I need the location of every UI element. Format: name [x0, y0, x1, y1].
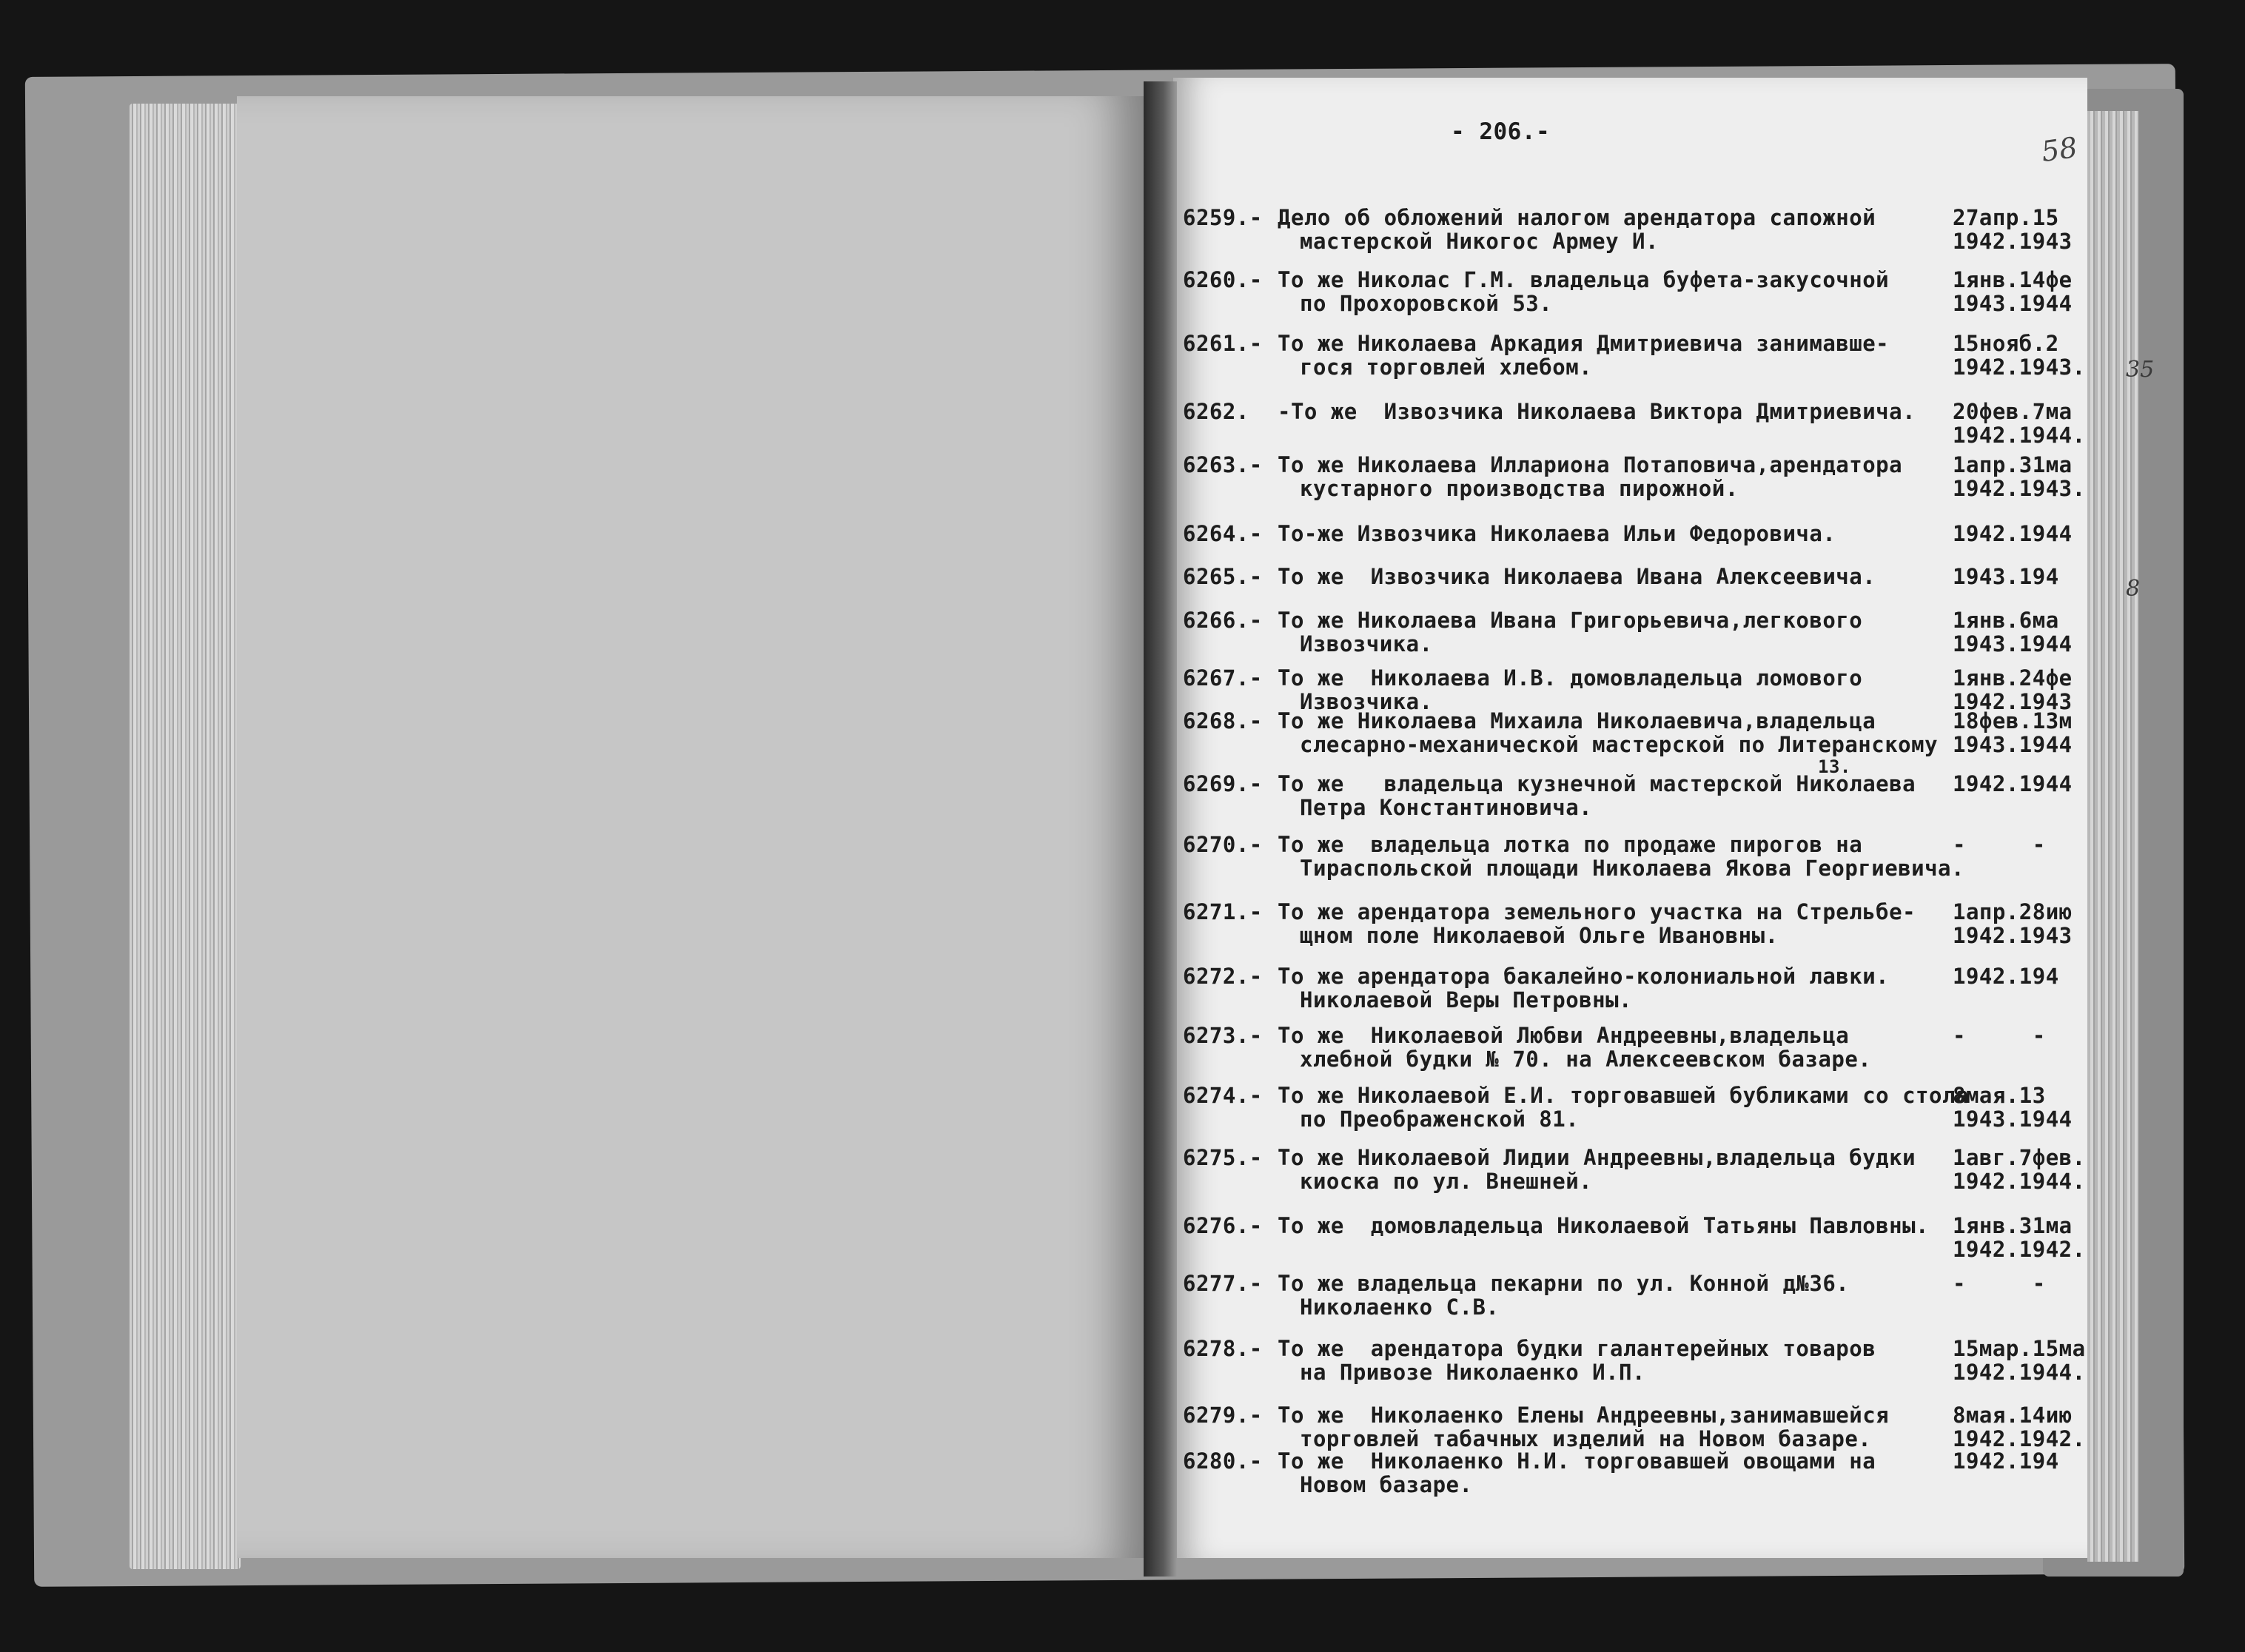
entry-description-line: хлебной будки № 70. на Алексеевском базаре.: [1300, 1047, 1872, 1072]
book-gutter: [1144, 81, 1177, 1577]
entry-number: 6263.-: [1183, 452, 1263, 477]
entry-date-line: - -: [1953, 1272, 2046, 1295]
entry-description-line: То же Николаевой Лидии Андреевны,владельца будки: [1278, 1145, 1916, 1170]
entry-date-line: 1942.1944: [1953, 772, 2073, 796]
entry-date-line: 1943.194: [1953, 565, 2059, 588]
margin-mark-1: 35: [2126, 357, 2155, 383]
entry-dates: [1953, 1337, 2093, 1384]
entry-description: [1278, 666, 1862, 713]
entry-description: [1278, 1214, 1929, 1238]
entry-description: [1278, 1403, 1889, 1451]
entry-description-line: -То же Извозчика Николаева Виктора Дмитриевича.: [1278, 399, 1916, 424]
entry-description-line: То же Николаева Иллариона Потаповича,арендатора: [1278, 452, 1903, 477]
entry-description: [1278, 709, 1938, 756]
entry-dates: [1953, 772, 2093, 796]
entry-description-line: Извозчика.: [1300, 689, 1433, 714]
entry-description-line: кустарного производства пирожной.: [1300, 476, 1739, 501]
entry-dates: [1953, 268, 2093, 315]
entry-number: 6268.-: [1183, 708, 1263, 733]
entry-description-line: Извозчика.: [1300, 631, 1433, 657]
entry-description-line: гося торговлей хлебом.: [1300, 355, 1593, 380]
entry-date-line: 8мая.14ию: [1953, 1403, 2073, 1428]
entry-description-line: То же Извозчика Николаева Ивана Алексеевича.: [1278, 564, 1876, 589]
entry-description: [1278, 1024, 1871, 1071]
entry-date-line: - -: [1953, 833, 2046, 856]
entry-number: 6273.-: [1183, 1023, 1263, 1048]
entry-description: [1278, 1146, 1916, 1193]
entry-date-line: 1942.1944.: [1953, 1360, 2086, 1384]
entry-date-line: 1янв.24фе: [1953, 666, 2073, 691]
entry-description-line: Николаевой Веры Петровны.: [1300, 987, 1632, 1013]
entry-description-line: То же Николаевой Любви Андреевны,владельца: [1278, 1023, 1850, 1048]
entry-number: 6277.-: [1183, 1271, 1263, 1296]
entry-date-line: 1942.1944.: [1953, 423, 2086, 447]
entry-dates: [1953, 1449, 2093, 1473]
entry-date-line: 1авг.7фев.: [1953, 1146, 2086, 1170]
entry-description-line: на Привозе Николаенко И.П.: [1300, 1360, 1645, 1385]
entry-date-line: 1янв.6ма: [1953, 608, 2059, 633]
entry-number: 6274.-: [1183, 1083, 1263, 1108]
entry-dates: [1953, 1272, 2093, 1295]
entry-description-line: Тираспольской площади Николаева Якова Георгиевича.: [1300, 856, 1964, 881]
entry-dates: [1953, 1084, 2093, 1131]
entry-subnote: 13.: [1818, 756, 1851, 777]
entry-description: [1278, 1337, 1876, 1384]
entry-number: 6265.-: [1183, 564, 1263, 589]
entry-description-line: То же владельца пекарни по ул. Конной д№36.: [1278, 1271, 1850, 1296]
entry-description: [1278, 400, 1916, 423]
entry-description: [1278, 268, 1889, 315]
entry-number: 6276.-: [1183, 1213, 1263, 1238]
entry-description-line: щном поле Николаевой Ольге Ивановны.: [1300, 923, 1779, 948]
page-number: - 206.-: [1451, 118, 1551, 145]
entry-date-line: 1942.194: [1953, 1449, 2059, 1473]
entry-dates: [1953, 522, 2093, 545]
entry-dates: [1953, 666, 2093, 713]
entry-description: [1278, 206, 1876, 253]
entry-description-line: То же владельца лотка по продаже пирогов на: [1278, 832, 1863, 857]
entry-description: [1278, 900, 1916, 947]
entry-description-line: То же Николаева Аркадия Дмитриевича занимавше-: [1278, 331, 1890, 356]
entry-description-line: Дело об обложений налогом арендатора сапожной: [1278, 205, 1876, 230]
entry-date-line: 1942.1944.: [1953, 1169, 2086, 1193]
entry-description-line: по Преображенской 81.: [1300, 1107, 1580, 1132]
entry-dates: [1953, 608, 2093, 656]
entry-date-line: 1янв.31ма: [1953, 1214, 2073, 1238]
entry-description: [1278, 772, 1916, 819]
entry-number: 6259.-: [1183, 205, 1263, 230]
entry-description-line: То же Николаенко Н.И. торговавшей овощами на: [1278, 1448, 1876, 1474]
entry-number: 6261.-: [1183, 331, 1263, 356]
entry-description-line: То же арендатора земельного участка на Стрельбе-: [1278, 899, 1916, 924]
entry-description: [1278, 565, 1876, 588]
entry-number: 6267.-: [1183, 665, 1263, 691]
entry-description-line: То же домовладельца Николаевой Татьяны Павловны.: [1278, 1213, 1930, 1238]
entry-number: 6269.-: [1183, 771, 1263, 796]
entry-description-line: То же Николаева Михаила Николаевича,владельца: [1278, 708, 1876, 733]
entry-description: [1278, 453, 1902, 500]
entry-dates: [1953, 332, 2093, 379]
entry-description-line: То же Николаевой Е.И. торговавшей бубликами со стола: [1278, 1083, 1969, 1108]
entry-number: 6260.-: [1183, 267, 1263, 292]
entry-description-line: мастерской Никогос Армеу И.: [1300, 229, 1659, 254]
entry-number: 6280.-: [1183, 1448, 1263, 1474]
entry-description-line: То же арендатора будки галантерейных товаров: [1278, 1336, 1876, 1361]
entry-dates: [1953, 1146, 2093, 1193]
entry-date-line: 1943.1944: [1953, 631, 2073, 656]
entry-number: 6270.-: [1183, 832, 1263, 857]
entry-date-line: 1апр.28ию: [1953, 900, 2073, 924]
entry-number: 6272.-: [1183, 964, 1263, 989]
entry-date-line: 1943.1944: [1953, 1107, 2073, 1131]
entry-description-line: То же владельца кузнечной мастерской Николаева: [1278, 771, 1916, 796]
entry-date-line: 1942.1943: [1953, 229, 2073, 253]
entry-date-line: 1942.1943: [1953, 689, 2073, 713]
entry-description-line: Петра Константиновича.: [1300, 795, 1593, 820]
entry-dates: [1953, 206, 2093, 253]
entry-number: 6279.-: [1183, 1403, 1263, 1428]
entry-dates: [1953, 709, 2093, 756]
entry-description-line: То же Николаева И.В. домовладельца ломового: [1278, 665, 1863, 691]
entry-dates: [1953, 833, 2093, 856]
entry-description: [1278, 608, 1862, 656]
entry-number: 6275.-: [1183, 1145, 1263, 1170]
entry-dates: [1953, 964, 2093, 988]
entry-date-line: 18фев.13м: [1953, 709, 2073, 733]
entry-date-line: 1942.1944: [1953, 522, 2073, 545]
entry-date-line: - -: [1953, 1024, 2046, 1047]
entry-number: 6264.-: [1183, 521, 1263, 546]
entry-dates: [1953, 900, 2093, 947]
entry-dates: [1953, 1024, 2093, 1047]
entry-date-line: 1янв.14фе: [1953, 268, 2073, 292]
entry-description-line: То же Николаева Ивана Григорьевича,легкового: [1278, 608, 1863, 633]
entry-description: [1278, 332, 1889, 379]
entry-dates: [1953, 1214, 2093, 1261]
entry-description-line: То-же Извозчика Николаева Ильи Федоровича.: [1278, 521, 1836, 546]
entry-number: 6271.-: [1183, 899, 1263, 924]
margin-mark-2: 8: [2126, 576, 2141, 602]
entry-description-line: То же арендатора бакалейно-колониальной лавки.: [1278, 964, 1890, 989]
entry-number: 6262.: [1183, 399, 1249, 424]
entry-number: 6278.-: [1183, 1336, 1263, 1361]
entry-date-line: 27апр.15: [1953, 206, 2059, 230]
entry-date-line: 20фев.7ма: [1953, 400, 2073, 424]
entry-description-line: по Прохоровской 53.: [1300, 291, 1553, 316]
entry-description: [1278, 1449, 1876, 1497]
entry-description: [1278, 1272, 1849, 1319]
entry-date-line: 15мар.15ма: [1953, 1337, 2086, 1361]
entry-description-line: То же Николас Г.М. владельца буфета-закусочной: [1278, 267, 1890, 292]
sheet-number: 58: [2039, 130, 2080, 169]
entry-date-line: 1943.1944: [1953, 732, 2073, 756]
entry-description-line: слесарно-механической мастерской по Литеранскому: [1300, 732, 1939, 757]
entry-number: 6266.-: [1183, 608, 1263, 633]
entry-description: [1278, 964, 1889, 1012]
entry-date-line: 1942.1943.: [1953, 355, 2086, 379]
entry-date-line: 1943.1944: [1953, 291, 2073, 315]
entry-description-line: Новом базаре.: [1300, 1472, 1473, 1497]
entry-date-line: 1942.1942.: [1953, 1426, 2086, 1451]
entry-date-line: 1942.1943.: [1953, 476, 2086, 500]
entry-description: [1278, 522, 1836, 545]
page-edges-right: [2087, 111, 2139, 1562]
entry-dates: [1953, 1403, 2093, 1451]
entry-date-line: 1942.1943: [1953, 923, 2073, 947]
entry-date-line: 8мая.13: [1953, 1084, 2046, 1108]
entry-date-line: 1апр.31ма: [1953, 453, 2073, 477]
entry-description: [1278, 1084, 1969, 1131]
left-page-blank: [237, 96, 1147, 1558]
entry-date-line: 15нояб.2: [1953, 332, 2059, 356]
entry-dates: [1953, 453, 2093, 500]
entry-description-line: торговлей табачных изделий на Новом базаре.: [1300, 1426, 1872, 1451]
entry-date-line: 1942.1942.: [1953, 1237, 2086, 1261]
entry-dates: [1953, 565, 2093, 588]
entry-dates: [1953, 400, 2093, 447]
page-edges-left: [130, 104, 241, 1569]
entry-description-line: киоска по ул. Внешней.: [1300, 1169, 1593, 1194]
entry-description-line: То же Николаенко Елены Андреевны,занимавшейся: [1278, 1403, 1890, 1428]
entry-description-line: Николаенко С.В.: [1300, 1295, 1500, 1320]
entry-date-line: 1942.194: [1953, 964, 2059, 988]
entry-description: [1278, 833, 1964, 880]
